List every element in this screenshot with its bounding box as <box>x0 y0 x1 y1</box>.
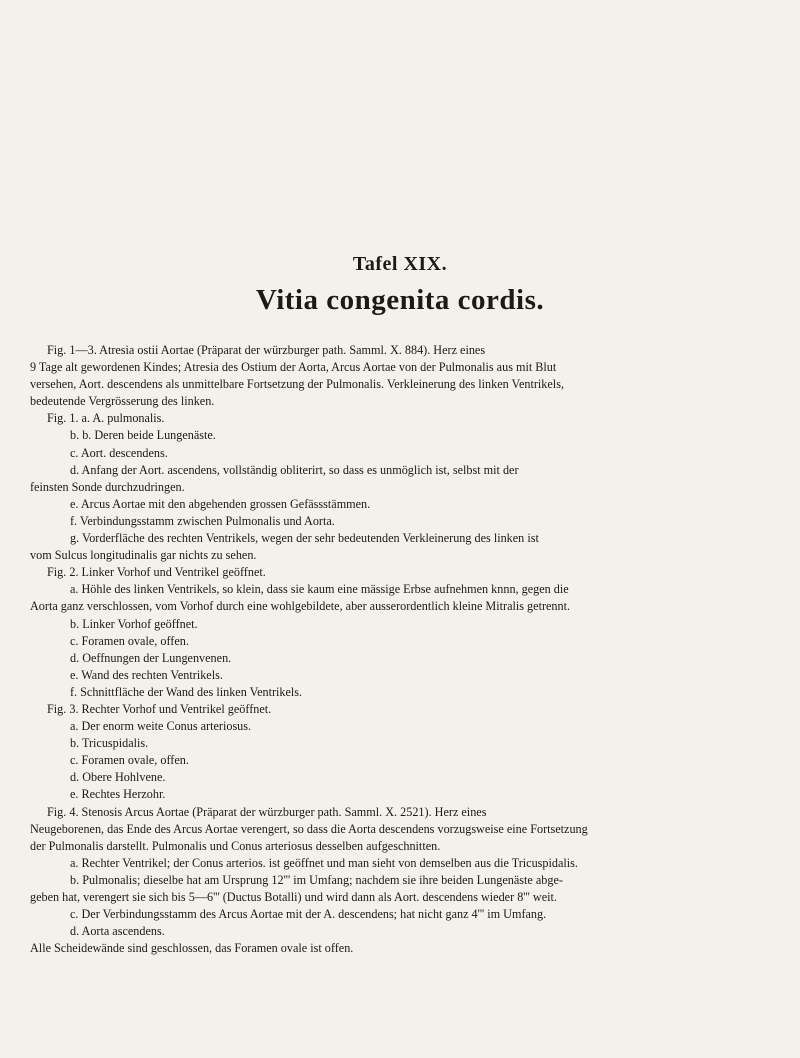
text-line: d. Obere Hohlvene. <box>70 770 166 785</box>
text-line: a. Der enorm weite Conus arteriosus. <box>70 719 252 734</box>
text-line: b. b. Deren beide Lungenäste. <box>70 428 216 443</box>
text-line: der Pulmonalis darstellt. Pulmonalis und Conus arteriosus desselben aufgeschnitten. <box>30 838 441 853</box>
text-line: a. Höhle des linken Ventrikels, so klein, dass sie kaum eine mässige Erbse aufnehmen knnn, gegen die <box>70 582 569 597</box>
figure-legend-text <box>30 342 774 957</box>
text-line: c. Aort. descendens. <box>70 445 168 460</box>
text-line: e. Rechtes Herzohr. <box>70 787 166 802</box>
text-line: f. Schnittfläche der Wand des linken Ventrikels. <box>70 684 303 699</box>
text-line: e. Wand des rechten Ventrikels. <box>70 667 223 682</box>
plate-title: Tafel XIX. <box>352 253 448 275</box>
text-line: feinsten Sonde durchzudringen. <box>30 479 185 494</box>
text-line: 9 Tage alt gewordenen Kindes; Atresia des Ostium der Aorta, Arcus Aortae von der Pulmonalis aus mit Blut <box>30 360 557 375</box>
text-line: e. Arcus Aortae mit den abgehenden grossen Gefässstämmen. <box>70 496 371 511</box>
text-line: b. Pulmonalis; dieselbe hat am Ursprung 12''' im Umfang; nachdem sie ihre beiden Lungenäste abge- <box>70 872 563 887</box>
text-line: c. Foramen ovale, offen. <box>70 633 189 648</box>
text-line: Fig. 4. Stenosis Arcus Aortae (Präparat der würzburger path. Samml. X. 2521). Herz eines <box>47 804 487 819</box>
text-line: a. Rechter Ventrikel; der Conus arterios. ist geöffnet und man sieht von demselben aus die Tricuspidalis. <box>70 855 578 870</box>
text-line: b. Tricuspidalis. <box>70 736 149 751</box>
text-line: Alle Scheidewände sind geschlossen, das Foramen ovale ist offen. <box>30 941 354 956</box>
text-line: vom Sulcus longitudinalis gar nichts zu sehen. <box>30 548 257 563</box>
text-line: Fig. 2. Linker Vorhof und Ventrikel geöffnet. <box>47 565 266 580</box>
text-line: c. Der Verbindungsstamm des Arcus Aortae mit der A. descendens; hat nicht ganz 4''' im Umfang. <box>70 907 547 922</box>
text-line: Fig. 1. a. A. pulmonalis. <box>47 411 165 426</box>
text-line: f. Verbindungsstamm zwischen Pulmonalis und Aorta. <box>70 513 335 528</box>
text-line: Fig. 3. Rechter Vorhof und Ventrikel geöffnet. <box>47 701 272 716</box>
text-line: bedeutende Vergrösserung des linken. <box>30 394 215 409</box>
text-line: d. Oeffnungen der Lungenvenen. <box>70 650 232 665</box>
text-line: c. Foramen ovale, offen. <box>70 753 189 768</box>
main-title: Vitia congenita cordis. <box>255 284 545 316</box>
text-line: versehen, Aort. descendens als unmittelbare Fortsetzung der Pulmonalis. Verkleinerung des linken Ventrikels, <box>30 377 564 392</box>
text-line: g. Vorderfläche des rechten Ventrikels, wegen der sehr bedeutenden Verkleinerung des linken ist <box>70 531 539 546</box>
text-line: Neugeborenen, das Ende des Arcus Aortae verengert, so dass die Aorta descendens vorzugsweise eine Fortsetzung <box>30 821 588 836</box>
text-line: b. Linker Vorhof geöffnet. <box>70 616 198 631</box>
text-line: Aorta ganz verschlossen, vom Vorhof durch eine wohlgebildete, aber ausserordentlich kleine Mitralis getrennt. <box>30 599 571 614</box>
text-line: d. Anfang der Aort. ascendens, vollständig obliterirt, so dass es unmöglich ist, selbst mit der <box>70 462 519 477</box>
text-line: Fig. 1—3. Atresia ostii Aortae (Präparat der würzburger path. Samml. X. 884). Herz eines <box>47 343 486 357</box>
text-line: geben hat, verengert sie sich bis 5—6''' (Ductus Botalli) und wird dann als Aort. descendens wieder 8''' weit. <box>30 890 557 904</box>
text-line: d. Aorta ascendens. <box>70 924 165 939</box>
